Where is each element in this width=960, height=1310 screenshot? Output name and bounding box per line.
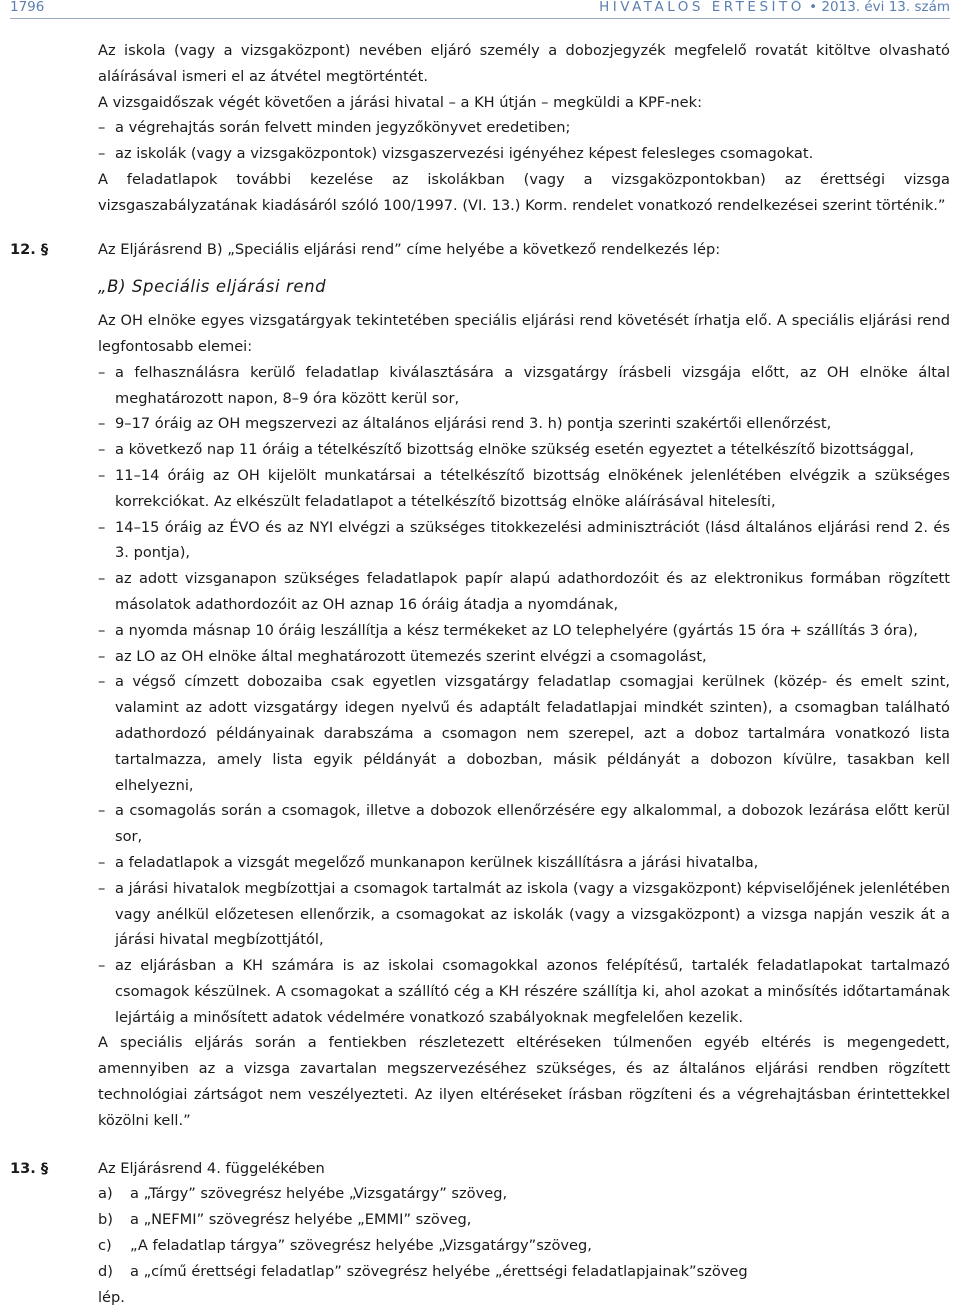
- dash-marker: –: [98, 802, 106, 820]
- paragraph: A feladatlapok további kezelése az iskolákban (vagy a vizsgaközpontokban) az érettségi vizsga vizsgaszabályzatának kiadásáról szóló 100/1997. (VI. 13.) Korm. rendelet vonatkozó rendelkezései szerint történik.”: [98, 170, 950, 214]
- closing-text: lép.: [98, 1288, 125, 1306]
- dash-marker: –: [98, 415, 106, 433]
- list-item: [0, 669, 960, 798]
- dash-marker: –: [98, 119, 106, 137]
- list-item-text: a végső címzett dobozaiba csak egyetlen vizsgatárgy feladatlap csomagjai kerülnek (közép- és emelt szint, valamint az adott vizsgatárgy idegen nyelvű és adaptált feladatlapjai mindkét szinten), a csomagban található adathordozó példányainak darabszáma a csomagon nem szerepel, azt a doboz tartalmára vonatkozó lista tartalmazza, amely lista egyik példányát a dobozban, másik példányát a dobozon kívülre, tasakban kell elhelyezni,: [115, 673, 950, 794]
- list-item-text: a nyomda másnap 10 óráig leszállítja a kész termékeket az LO telephelyére (gyártás 15 óra + szállítás 3 óra),: [115, 621, 918, 639]
- list-item-text: „A feladatlap tárgya” szövegrész helyébe „Vizsgatárgy”szöveg,: [130, 1237, 592, 1255]
- section-number: 13. §: [10, 1159, 49, 1177]
- list-item-text: a következő nap 11 óráig a tételkészítő bizottság elnöke szükség esetén egyeztet a tételkészítő bizottsággal,: [115, 441, 914, 459]
- list-item: [0, 515, 960, 567]
- dash-marker: –: [98, 853, 106, 871]
- list-item: [0, 850, 960, 876]
- list-item: [0, 618, 960, 644]
- list-item: [0, 566, 960, 618]
- page-number: 1796: [10, 0, 45, 15]
- header-separator: [10, 18, 950, 19]
- list-item-text: 11–14 óráig az OH kijelölt munkatársai a tételkészítő bizottság elnökének jelenlétében elvégzik a szükséges korrekciókat. Az elkészült feladatlapot a tételkészítő bizottság elnöke aláírásával hitelesíti,: [115, 466, 950, 510]
- list-item-text: a csomagolás során a csomagok, illetve a dobozok ellenőrzésére egy alkalommal, a dobozok lezárása előtt kerül sor,: [115, 802, 950, 846]
- dash-marker: –: [98, 957, 106, 975]
- paragraph: A speciális eljárás során a fentiekben részletezett eltéréseken túlmenően egyéb eltérés is megengedett, amennyiben az a vizsga zavartalan megszervezéséhez szükséges, és az általános eljárási rendben rögzített technológiai zártságot nem veszélyezteti. Az ilyen eltéréseket írásban rögzíteni és a végrehajtásban érintettekkel közölni kell.”: [98, 1034, 950, 1129]
- list-item: [0, 463, 960, 515]
- list-item-text: a végrehajtás során felvett minden jegyzőkönyvet eredetiben;: [115, 119, 571, 137]
- section-13: [0, 1156, 960, 1182]
- section-12: [0, 237, 960, 263]
- issue-info: • 2013. évi 13. szám: [804, 0, 950, 15]
- list-item-text: 9–17 óráig az OH megszervezi az általános eljárási rend 3. h) pontja szerinti szakértői ellenőrzést,: [115, 415, 832, 433]
- dash-marker: –: [98, 466, 106, 484]
- list-item-text: az adott vizsganapon szükséges feladatlapok papír alapú adathordozóit és az elektronikus formában rögzített másolatok adathordozóit az OH aznap 16 óráig átadja a nyomdának,: [115, 570, 950, 613]
- list-item-text: a felhasználásra kerülő feladatlap kiválasztására a vizsgatárgy írásbeli vizsgája előtt, az OH elnöke által meghatározott napon, 8–9 óra között kerül sor,: [115, 363, 950, 407]
- document-body: [0, 38, 960, 1310]
- list-item-text: a járási hivatalok megbízottjai a csomagok tartalmát az iskola (vagy a vizsgaközpont) képviselőjének jelenlétében vagy anélkül előzetesen ellenőrzik, a csomagokat az iskolák (vagy a vizsgaközpont) a vizsga napján veszik át a járási hivatal megbízottjától,: [115, 879, 950, 949]
- list-item-text: 14–15 óráig az ÉVO és az NYI elvégzi a szükséges titokkezelési adminisztrációt (lásd általános eljárási rend 2. és 3. pontja),: [115, 518, 950, 562]
- subsection-heading: „B) Speciális eljárási rend: [98, 277, 327, 297]
- list-marker: a): [98, 1185, 113, 1203]
- list-item: [0, 953, 960, 1030]
- list-item-text: az LO az OH elnöke által meghatározott ütemezés szerint elvégzi a csomagolást,: [115, 647, 707, 665]
- list-item-text: a „NEFMI” szövegrész helyébe „EMMI” szöveg,: [130, 1211, 472, 1229]
- paragraph: A vizsgaidőszak végét követően a járási hivatal – a KH útján – megküldi a KPF-nek:: [98, 93, 703, 111]
- dash-marker: –: [98, 879, 106, 897]
- dash-marker: –: [98, 441, 106, 459]
- list-item: [0, 411, 960, 437]
- paragraph: Az OH elnöke egyes vizsgatárgyak tekintetében speciális eljárási rend követését írhatja elő. A speciális eljárási rend legfontosabb elemei:: [98, 312, 950, 355]
- list-item: [0, 1259, 960, 1285]
- list-item: [0, 141, 960, 167]
- list-item: [0, 876, 960, 953]
- list-item-text: az iskolák (vagy a vizsgaközpontok) vizsgaszervezési igényéhez képest felesleges csomagokat.: [115, 145, 814, 163]
- dash-marker: –: [98, 647, 106, 665]
- list-item: [0, 360, 960, 412]
- list-item-text: a „Tárgy” szövegrész helyébe „Vizsgatárgy” szöveg,: [130, 1185, 508, 1203]
- paragraph: Az iskola (vagy a vizsgaközpont) nevében eljáró személy a dobozjegyzék megfelelő rovatát kitöltve olvasható aláírásával ismeri el az átvétel megtörténtét.: [98, 42, 950, 85]
- dash-marker: –: [98, 518, 106, 536]
- section-text: Az Eljárásrend 4. függelékében: [98, 1159, 325, 1177]
- section-number: 12. §: [10, 240, 49, 258]
- list-item: [0, 1181, 960, 1207]
- list-item-text: a „című érettségi feladatlap” szövegrész helyébe „érettségi feladatlapjainak”szöveg: [130, 1262, 748, 1280]
- dash-marker: –: [98, 363, 106, 381]
- journal-title-line: [599, 0, 950, 14]
- list-marker: c): [98, 1237, 112, 1255]
- list-item: [0, 437, 960, 463]
- dash-marker: –: [98, 621, 106, 639]
- dash-marker: –: [98, 570, 106, 588]
- list-item: [0, 1233, 960, 1259]
- dash-marker: –: [98, 673, 106, 691]
- list-marker: b): [98, 1211, 113, 1229]
- list-item: [0, 1207, 960, 1233]
- list-item: [0, 644, 960, 670]
- list-marker: d): [98, 1262, 113, 1280]
- list-item-text: az eljárásban a KH számára is az iskolai csomagokkal azonos felépítésű, tartalék feladatlapokat tartalmazó csomagok készülnek. A csomagokat a szállító cég a KH részére szállítja ki, ahol azokat a minősítés időtartamának lejártáig a minősített adatok védelmére vonatkozó szabályoknak megfelelően kezelik.: [115, 957, 950, 1026]
- list-item-text: a feladatlapok a vizsgát megelőző munkanapon kerülnek kiszállításra a járási hivatalba,: [115, 853, 759, 871]
- section-text: Az Eljárásrend B) „Speciális eljárási rend” címe helyébe a következő rendelkezés lép:: [98, 240, 721, 258]
- page-header: [0, 0, 960, 16]
- list-item: [0, 798, 960, 850]
- dash-marker: –: [98, 145, 106, 163]
- list-item: [0, 115, 960, 141]
- journal-title: HIVATALOS ÉRTESÍTŐ: [599, 0, 805, 15]
